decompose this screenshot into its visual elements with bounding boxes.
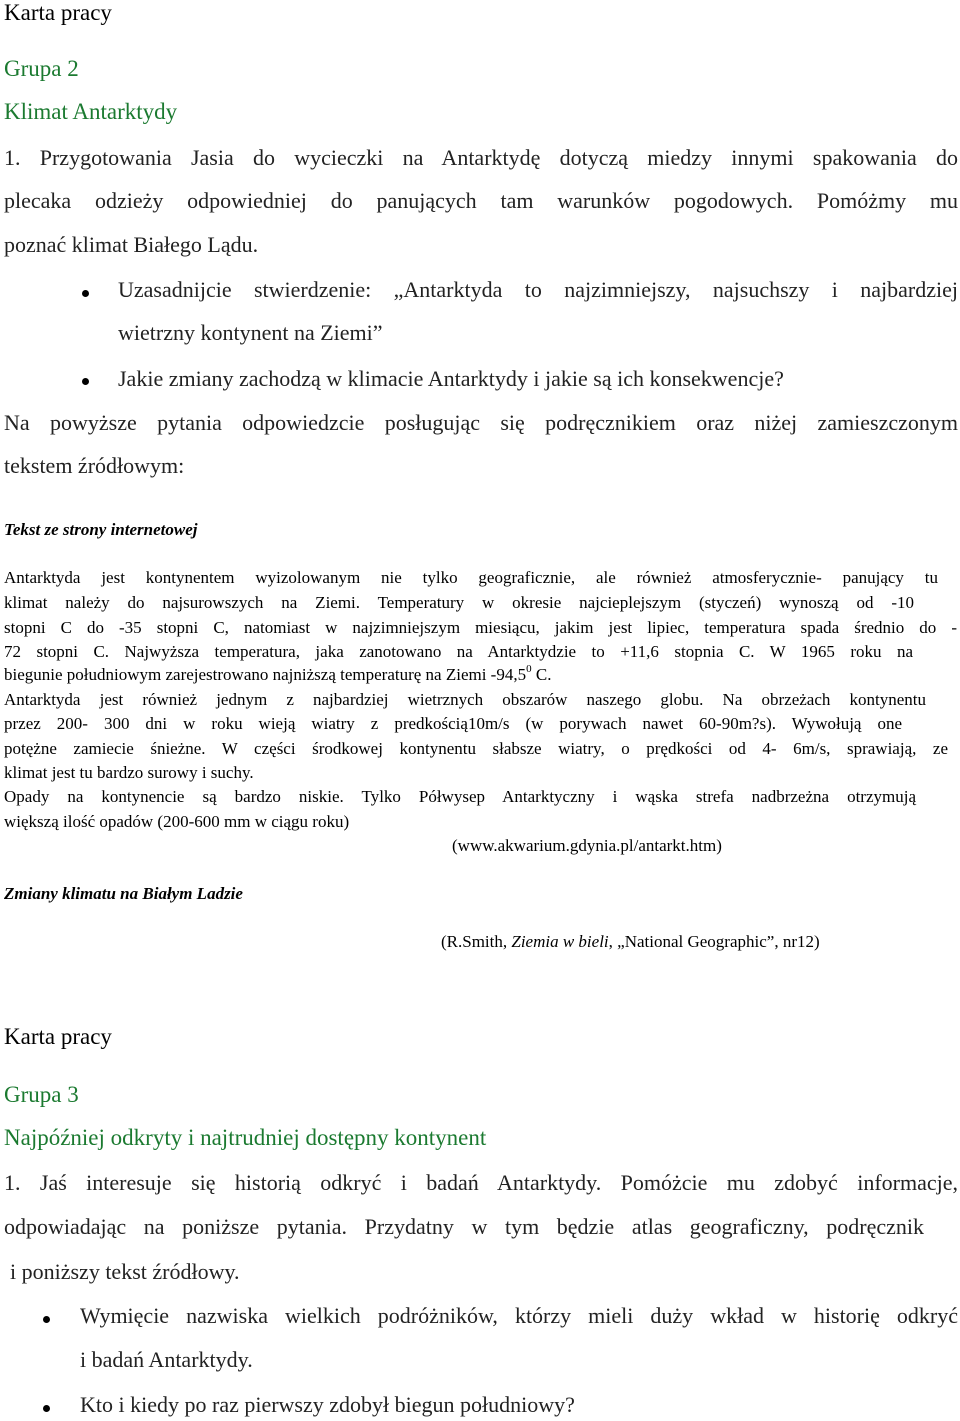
bullet-item: Wymięcie nazwiska wielkich podróżników, którzy mieli duży wkład w historię odkryć <box>80 1303 958 1328</box>
bullet-item: Kto i kiedy po raz pierwszy zdobył biegun południowy? <box>80 1392 575 1417</box>
source-text-line: Antarktyda jest również jednym z najbardziej wietrznych obszarów naszego globu. Na obrzeżach kontynentu <box>4 690 926 709</box>
source-text-line: Opady na kontynencie są bardzo niskie. Tylko Półwysep Antarktyczny i wąska strefa nadbrzeżna otrzymują <box>4 787 916 806</box>
bullet-item-continuation: wietrzny kontynent na Ziemi” <box>118 320 383 345</box>
source-text-line: przez 200- 300 dni w roku wieją wiatry z predkością10m/s (w porywach nawet 60-90m?s). Wywołują one <box>4 714 902 733</box>
bullet-item: Jakie zmiany zachodzą w klimacie Antarktydy i jakie są ich konsekwencje? <box>118 366 784 391</box>
source-title: Zmiany klimatu na Białym Ladzie <box>4 884 243 903</box>
bullet-icon <box>82 378 89 385</box>
task-text-line: i poniższy tekst źródłowy. <box>10 1259 240 1284</box>
task-text-line: poznać klimat Białego Lądu. <box>4 232 259 257</box>
bullet-icon <box>43 1316 50 1323</box>
worksheet-heading: Karta pracy <box>4 0 112 25</box>
task-text-line: 1. Przygotowania Jasia do wycieczki na Antarktydę dotyczą miedzy innymi spakowania do <box>4 145 958 170</box>
instruction-text: tekstem źródłowym: <box>4 453 185 478</box>
source-title: Tekst ze strony internetowej <box>4 520 198 539</box>
task-text-line: odpowiadając na poniższe pytania. Przydatny w tym będzie atlas geograficzny, podręcznik <box>4 1214 924 1239</box>
task-text-line: plecaka odzieży odpowiedniej do panujących tam warunków pogodowych. Pomóżmy mu <box>4 188 958 213</box>
instruction-text: Na powyższe pytania odpowiedzcie posługując się podręcznikiem oraz niżej zamieszczonym <box>4 410 958 435</box>
group-heading: Grupa 2 <box>4 56 79 81</box>
source-text-line: klimat należy do najsurowszych na Ziemi. Temperatury w okresie najcieplejszym (styczeń) wynoszą od -10 <box>4 593 914 612</box>
source-text-line: większą ilość opadów (200-600 mm w ciągu roku) <box>4 812 350 831</box>
worksheet-heading: Karta pracy <box>4 1024 112 1049</box>
source-url: (www.akwarium.gdynia.pl/antarkt.htm) <box>452 836 722 855</box>
source-text-line: Antarktyda jest kontynentem wyizolowanym nie tylko geograficznie, ale również atmosferycznie- panujący tu <box>4 568 938 587</box>
source-text-line: potężne zamiecie śnieżne. W części środkowej kontynentu słabsze wiatry, o prędkości od 4- 6m/s, sprawiają, ze <box>4 739 948 758</box>
bullet-item: Uzasadnijcie stwierdzenie: „Antarktyda to najzimniejszy, najsuchszy i najbardziej <box>118 277 958 302</box>
source-text-line: biegunie południowym zarejestrowano najniższą temperaturę na Ziemi -94,5$^0$ C. <box>4 663 552 684</box>
source-text-line: 72 stopni C. Najwyższa temperatura, jaka zanotowano na Antarktydzie to +11,6 stopnia C. W 1965 roku na <box>4 642 913 661</box>
bullet-icon <box>43 1405 50 1412</box>
topic-heading: Najpóźniej odkryty i najtrudniej dostępny kontynent <box>4 1125 487 1150</box>
source-text-line: stopni C do -35 stopni C, natomiast w najzimniejszym miesiącu, jakim jest lipiec, temperatura spada średnio do - <box>4 618 957 637</box>
group-heading: Grupa 3 <box>4 1082 79 1107</box>
source-citation: (R.Smith, Ziemia w bieli, „National Geographic”, nr12) <box>441 932 820 951</box>
source-text-line: klimat jest tu bardzo surowy i suchy. <box>4 763 254 782</box>
bullet-item-continuation: i badań Antarktydy. <box>80 1347 253 1372</box>
bullet-icon <box>82 290 89 297</box>
task-text-line: 1. Jaś interesuje się historią odkryć i badań Antarktydy. Pomóżcie mu zdobyć informacje, <box>4 1170 958 1195</box>
topic-heading: Klimat Antarktydy <box>4 99 178 124</box>
